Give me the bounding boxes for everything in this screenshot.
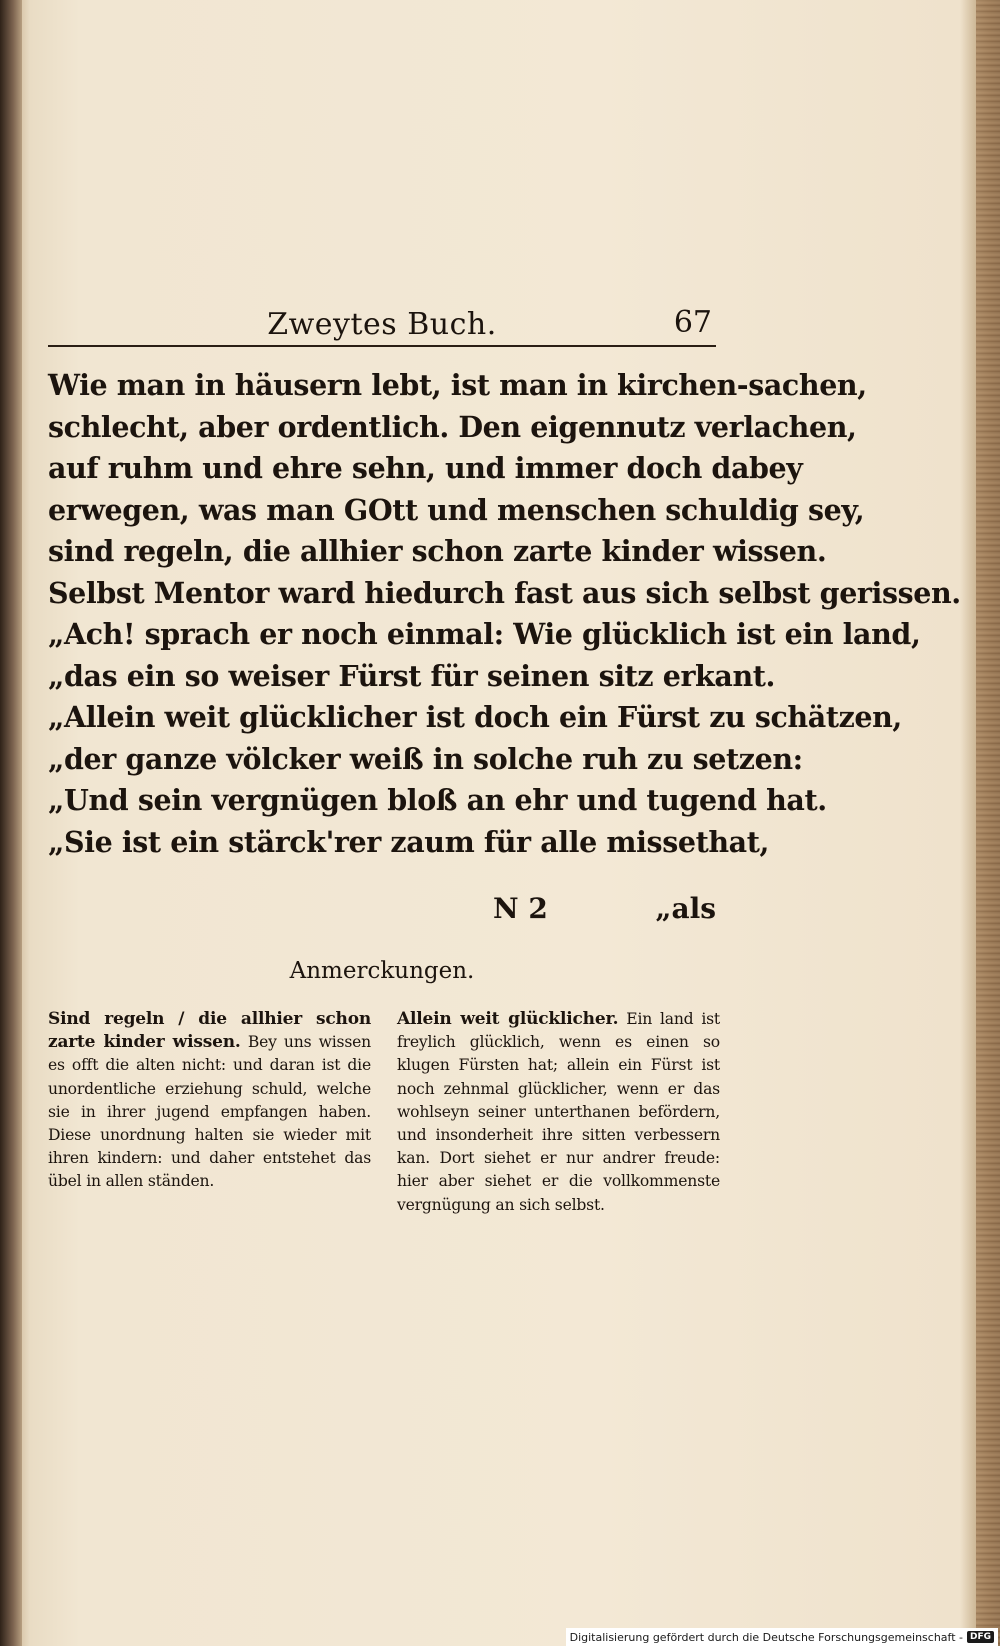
- verse-block: [48, 365, 961, 863]
- funding-text: Digitalisierung gefördert durch die Deutsche Forschungsgemeinschaft -: [569, 1630, 963, 1644]
- dfg-logo: DFG: [967, 1631, 994, 1643]
- verse-line: schlecht, aber ordentlich. Den eigennutz verlachen,: [48, 409, 857, 444]
- catch-line: [48, 892, 716, 932]
- verse-line: erwegen, was man GOtt und menschen schuldig sey,: [48, 492, 865, 527]
- verse-line: „Sie ist ein stärck'rer zaum für alle missethat,: [48, 824, 770, 859]
- verse-line: sind regeln, die allhier schon zarte kinder wissen.: [48, 534, 827, 568]
- note-right-lead: Allein weit glücklicher.: [397, 1009, 619, 1029]
- funding-footer: [566, 1628, 998, 1646]
- note-right: [397, 1008, 720, 1217]
- notes-heading: Anmerckungen.: [289, 958, 475, 984]
- note-left-text: Bey uns wissen es offt die alten nicht: und daran ist die unordentliche erziehung schuld, welche sie in ihrer jugend empfangen haben. Diese unordnung halten sie wieder mit ihren kindern: und daher entstehet das übel in allen ständen.: [48, 1033, 372, 1191]
- signature-mark: N 2: [493, 892, 548, 925]
- verse-line: Selbst Mentor ward hiedurch fast aus sich selbst gerissen.: [48, 575, 961, 610]
- note-left-lead: Sind regeln / die allhier schon zarte kinder wissen.: [48, 1009, 371, 1053]
- page-number: 67: [673, 305, 712, 340]
- note-right-text: Ein land ist freylich glücklich, wenn es einen so klugen Fürsten hat; allein ein Fürst ist noch zehnmal glücklicher, wenn er das wohlseyn seiner unterthanen befördern, und insonderheit ihre sitten verbessern kan. Dort siehet er nur andrer freude: hier aber siehet er die vollkommenste vergnügung an sich selbst.: [397, 1010, 720, 1214]
- verse-line: auf ruhm und ehre sehn, und immer doch dabey: [48, 451, 803, 485]
- verse-line: „das ein so weiser Fürst für seinen sitz erkant.: [48, 658, 776, 693]
- verse-line: „Ach! sprach er noch einmal: Wie glücklich ist ein land,: [48, 617, 921, 651]
- notes-columns: [48, 1008, 720, 1217]
- running-head: [48, 305, 716, 347]
- catchword: „als: [655, 892, 716, 925]
- verse-line: „Allein weit glücklicher ist doch ein Fürst zu schätzen,: [48, 700, 902, 734]
- verse-line: „Und sein vergnügen bloß an ehr und tugend hat.: [48, 783, 827, 817]
- note-left: [48, 1008, 371, 1217]
- verse-line: „der ganze völcker weiß in solche ruh zu setzen:: [48, 741, 803, 776]
- running-title: Zweytes Buch.: [267, 307, 497, 342]
- verse-line: Wie man in häusern lebt, ist man in kirchen-sachen,: [48, 368, 867, 402]
